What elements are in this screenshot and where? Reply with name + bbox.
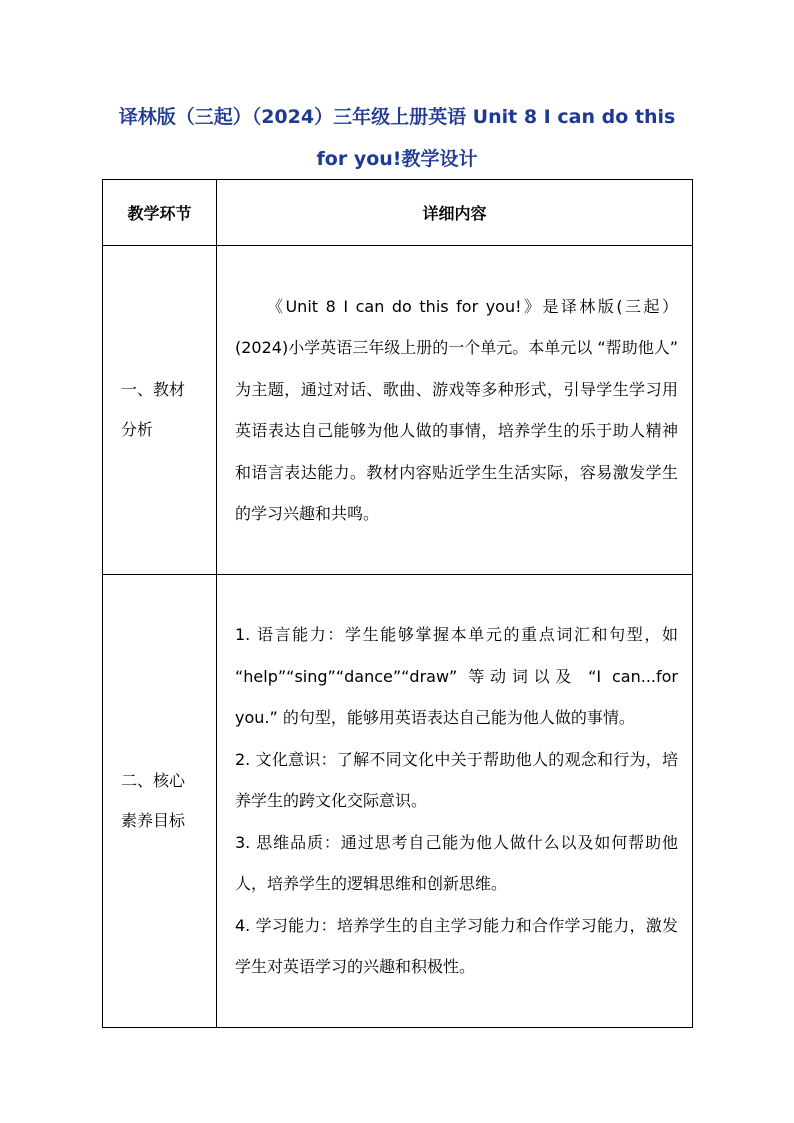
label-line: 素养目标 <box>121 811 186 830</box>
goal-thinking: 3. 思维品质：通过思考自己能为他人做什么以及如何帮助他人，培养学生的逻辑思维和创新思维。 <box>235 832 678 894</box>
table-header-row <box>103 180 693 246</box>
goal-learning: 4. 学习能力：培养学生的自主学习能力和合作学习能力，激发学生对英语学习的兴趣和积极性。 <box>235 915 678 977</box>
lesson-plan-table <box>102 179 693 1028</box>
header-stage: 教学环节 <box>103 180 217 246</box>
row-content-textbook-analysis <box>217 246 693 575</box>
title-line-2: for you!教学设计 <box>316 148 478 170</box>
row-label-core-goals <box>103 575 217 1028</box>
label-line: 一、教材 <box>121 380 186 399</box>
row-content-core-goals <box>217 575 693 1028</box>
content-paragraph: 《Unit 8 I can do this for you!》是译林版(三起）(2024)小学英语三年级上册的一个单元。本单元以 “帮助他人” 为主题，通过对话、歌曲、游戏等多种形式，引导学生学习用英语表达自己能够为他人做的事情，培养学生的乐于助人精神和语言表达能力。教材内容贴近学生生活实际，容易激发学生的学习兴趣和共鸣。 <box>235 296 678 523</box>
table-row <box>103 246 693 575</box>
goal-language: 1. 语言能力：学生能够掌握本单元的重点词汇和句型，如 “help”“sing”“dance”“draw” 等动词以及 “I can...for you.” 的句型，能够用英语表达自己能为他人做的事情。 <box>235 625 678 728</box>
title-line-1: 译林版（三起）（2024）三年级上册英语 Unit 8 I can do this <box>118 106 676 128</box>
goal-culture: 2. 文化意识：了解不同文化中关于帮助他人的观念和行为，培养学生的跨文化交际意识。 <box>235 749 678 811</box>
label-line: 二、核心 <box>121 771 186 790</box>
table-row <box>103 575 693 1028</box>
document-title <box>0 96 794 180</box>
header-content: 详细内容 <box>217 180 693 246</box>
label-line: 分析 <box>121 420 154 439</box>
row-label-textbook-analysis <box>103 246 217 575</box>
